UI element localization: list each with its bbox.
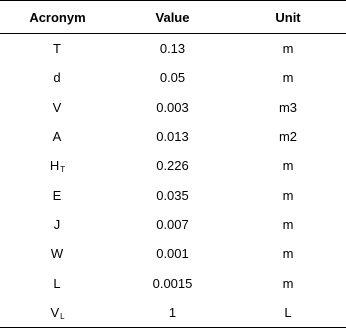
acronym-text: L xyxy=(53,275,61,291)
table-row xyxy=(0,34,346,64)
acronym-text: V xyxy=(50,304,60,320)
value-cell: 0.226 xyxy=(156,158,189,174)
unit-cell: m xyxy=(282,216,294,232)
acronym-text: A xyxy=(52,129,62,145)
table-row xyxy=(0,298,346,328)
acronym-cell xyxy=(0,210,115,239)
table-row xyxy=(0,63,346,92)
acronym-cell xyxy=(0,122,115,151)
table-row xyxy=(0,180,346,209)
acronym-text: E xyxy=(52,187,62,203)
acronym-cell xyxy=(0,93,115,122)
unit-cell: m xyxy=(282,70,294,86)
value-cell: 1 xyxy=(115,298,230,328)
unit-cell: L xyxy=(230,298,346,328)
acronym-subscript: T xyxy=(60,165,66,175)
value-cell: 0.001 xyxy=(156,246,189,262)
table-body xyxy=(0,34,346,328)
acronym-cell xyxy=(0,151,115,180)
value-cell: 0.05 xyxy=(159,70,186,86)
unit-cell: m3 xyxy=(278,99,298,115)
acronym-cell xyxy=(0,34,115,64)
table-row xyxy=(0,210,346,239)
acronym-subscript: L xyxy=(60,311,65,321)
unit-cell: m xyxy=(282,246,294,262)
table-row xyxy=(0,268,346,297)
value-cell: 0.003 xyxy=(156,99,189,115)
unit-cell: m xyxy=(282,158,294,174)
header-unit: Unit xyxy=(230,1,346,34)
value-cell: 0.013 xyxy=(156,129,189,145)
table-header xyxy=(0,1,346,34)
acronym-cell xyxy=(0,298,115,328)
acronym-cell xyxy=(0,180,115,209)
table-row xyxy=(0,93,346,122)
value-cell: 0.007 xyxy=(156,216,189,232)
header-acronym: Acronym xyxy=(0,1,115,34)
unit-cell: m2 xyxy=(278,129,298,145)
acronym-text: T xyxy=(53,41,61,57)
acronym-cell xyxy=(0,268,115,297)
header-row xyxy=(0,1,346,34)
table-row xyxy=(0,151,346,180)
acronym-text: W xyxy=(50,246,64,262)
header-value: Value xyxy=(115,1,230,34)
acronym-cell xyxy=(0,239,115,268)
value-cell: 0.0015 xyxy=(152,275,193,291)
table-row xyxy=(0,239,346,268)
acronym-cell xyxy=(0,63,115,92)
unit-cell: m xyxy=(282,41,294,57)
unit-cell: m xyxy=(282,275,294,291)
acronym-text: H xyxy=(49,158,60,174)
acronym-text: d xyxy=(53,70,61,86)
acronym-text: V xyxy=(52,99,62,115)
unit-cell: m xyxy=(282,187,294,203)
acronym-text: J xyxy=(53,216,61,232)
table-row xyxy=(0,122,346,151)
value-cell: 0.13 xyxy=(159,41,186,57)
value-cell: 0.035 xyxy=(156,187,189,203)
